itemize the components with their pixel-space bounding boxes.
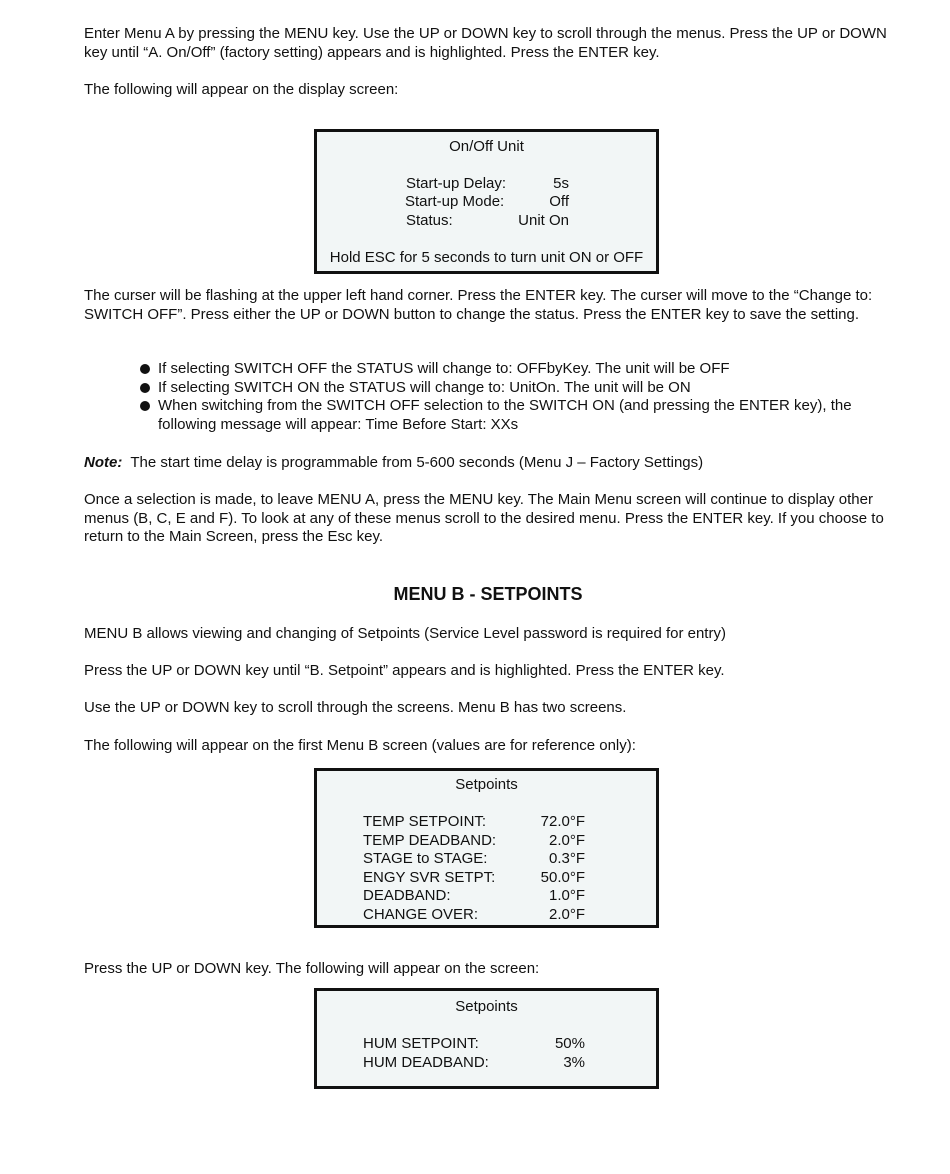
leave-menu-paragraph: Once a selection is made, to leave MENU A, press the MENU key. The Main Menu screen will continue to display other menus (B, C, E and F). To look at any of these menus scroll to the desired menu. Press the ENTER key. If you choose to return to the Main Screen, press the Esc key.	[84, 491, 884, 545]
setpoints-screen-2	[314, 988, 659, 1089]
menu-b-paragraph-2: Press the UP or DOWN key until “B. Setpoint” appears and is highlighted. Press the ENTER key.	[84, 662, 725, 679]
change-over-value: 2.0°F	[548, 906, 585, 923]
energy-saver-setpoint-value: 50.0°F	[540, 869, 585, 886]
deadband-value: 1.0°F	[548, 887, 585, 904]
change-over-label: CHANGE OVER:	[363, 906, 479, 923]
menu-b-paragraph-1: MENU B allows viewing and changing of Setpoints (Service Level password is required for entry)	[84, 625, 726, 642]
screen-title: On/Off Unit	[449, 138, 524, 155]
onoff-display-screen	[314, 129, 659, 274]
intro-paragraph: Enter Menu A by pressing the MENU key. Use the UP or DOWN key to scroll through the menus. Press the UP or DOWN key until “A. On/Off” (factory setting) appears and is highlighted. Press the ENTER key.	[84, 25, 887, 61]
hum-setpoint-value: 50%	[554, 1035, 585, 1052]
screen-title: Setpoints	[455, 776, 518, 793]
hum-deadband-value: 3%	[563, 1054, 585, 1071]
menu-b-paragraph-3: Use the UP or DOWN key to scroll through the screens. Menu B has two screens.	[84, 699, 627, 716]
stage-to-stage-value: 0.3°F	[548, 850, 585, 867]
bullet-icon	[140, 364, 150, 374]
stage-to-stage-label: STAGE to STAGE:	[363, 850, 488, 867]
bullet-list	[140, 360, 900, 434]
startup-delay-label: Start-up Delay:	[406, 175, 507, 192]
list-item: If selecting SWITCH ON the STATUS will change to: UnitOn. The unit will be ON	[140, 379, 900, 398]
menu-b-paragraph-5: Press the UP or DOWN key. The following will appear on the screen:	[84, 960, 540, 977]
startup-mode-label: Start-up Mode:	[405, 193, 505, 210]
energy-saver-setpoint-label: ENGY SVR SETPT:	[363, 869, 496, 886]
screen-title: Setpoints	[455, 998, 518, 1015]
setpoints-screen-1	[314, 768, 659, 928]
bullet-icon	[140, 401, 150, 411]
display-intro-paragraph: The following will appear on the display screen:	[84, 81, 399, 98]
note-text: The start time delay is programmable from 5-600 seconds (Menu J – Factory Settings)	[122, 454, 704, 471]
deadband-label: DEADBAND:	[363, 887, 451, 904]
startup-mode-value: Off	[549, 193, 569, 210]
temp-setpoint-label: TEMP SETPOINT:	[363, 813, 487, 830]
section-heading: MENU B - SETPOINTS	[393, 584, 583, 604]
menu-b-paragraph-4: The following will appear on the first Menu B screen (values are for reference only):	[84, 737, 636, 754]
list-item: When switching from the SWITCH OFF selection to the SWITCH ON (and pressing the ENTER key), the following message will appear: Time Before Start: XXs	[140, 397, 900, 434]
status-label: Status:	[406, 212, 453, 229]
temp-deadband-value: 2.0°F	[548, 832, 585, 849]
status-value: Unit On	[518, 212, 569, 229]
hum-setpoint-label: HUM SETPOINT:	[363, 1035, 479, 1052]
screen-footer: Hold ESC for 5 seconds to turn unit ON or OFF	[329, 249, 644, 266]
list-item: If selecting SWITCH OFF the STATUS will change to: OFFbyKey. The unit will be OFF	[140, 360, 900, 379]
temp-deadband-label: TEMP DEADBAND:	[363, 832, 497, 849]
hum-deadband-label: HUM DEADBAND:	[363, 1054, 489, 1071]
curser-paragraph: The curser will be flashing at the upper left hand corner. Press the ENTER key. The curser will move to the “Change to: SWITCH OFF”. Press either the UP or DOWN button to change the status. Press the ENTER key to save the setting.	[84, 287, 873, 323]
startup-delay-value: 5s	[553, 175, 569, 192]
temp-setpoint-value: 72.0°F	[540, 813, 585, 830]
note-label: Note:	[84, 454, 123, 471]
bullet-icon	[140, 383, 150, 393]
note-paragraph	[84, 454, 899, 473]
